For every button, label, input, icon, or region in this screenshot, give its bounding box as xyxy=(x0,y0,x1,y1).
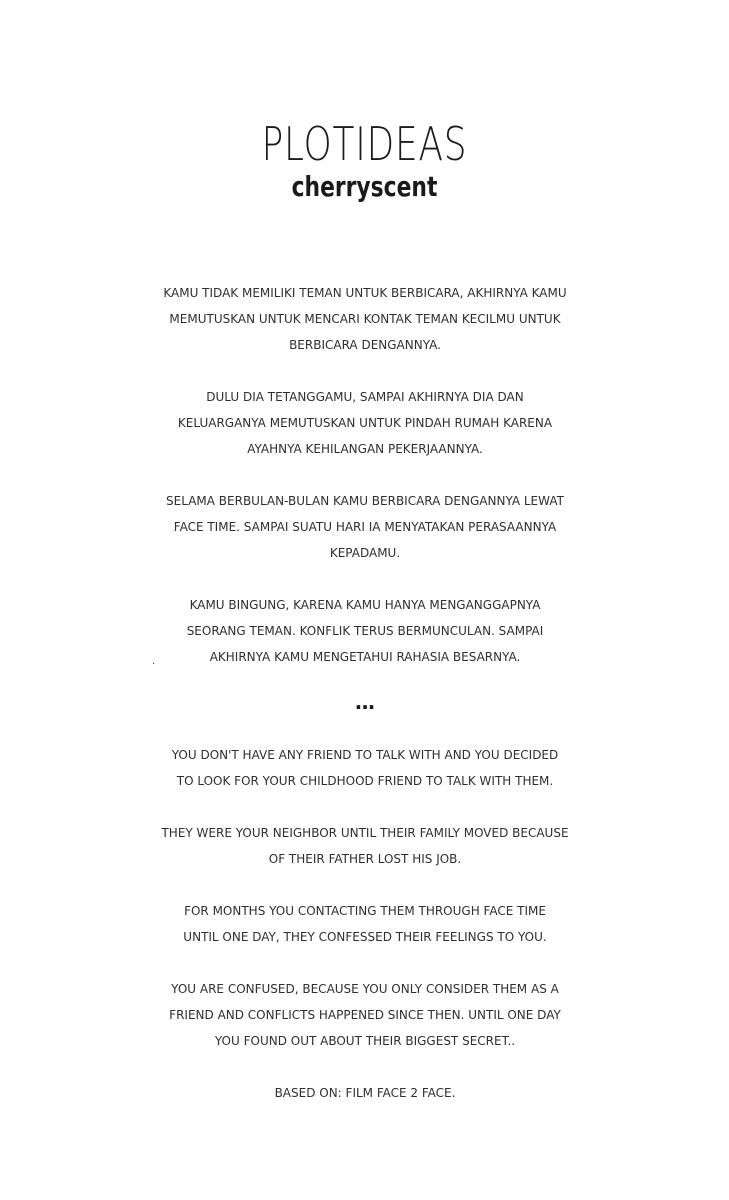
stray-dot: . xyxy=(152,656,156,667)
paragraph-line: UNTIL ONE DAY, THEY CONFESSED THEIR FEELINGS TO YOU. xyxy=(183,929,547,944)
paragraph-line: KAMU BINGUNG, KARENA KAMU HANYA MENGANGGAPNYA xyxy=(189,597,541,612)
paragraph-line: YOU ARE CONFUSED, BECAUSE YOU ONLY CONSIDER THEM AS A xyxy=(171,981,559,996)
paragraph-line: SELAMA BERBULAN-BULAN KAMU BERBICARA DENGANNYA LEWAT xyxy=(166,493,564,508)
paragraph-line: AKHIRNYA KAMU MENGETAHUI RAHASIA BESARNYA. xyxy=(209,649,521,664)
paragraph-line: YOU FOUND OUT ABOUT THEIR BIGGEST SECRET.. xyxy=(214,1033,516,1048)
paragraph-line: SEORANG TEMAN. KONFLIK TERUS BERMUNCULAN. SAMPAI xyxy=(186,623,544,638)
paragraph-line: BASED ON: FILM FACE 2 FACE. xyxy=(274,1085,456,1100)
paragraph-line: BERBICARA DENGANNYA. xyxy=(289,337,441,352)
header xyxy=(0,112,729,204)
paragraph-line: TO LOOK FOR YOUR CHILDHOOD FRIEND TO TALK WITH THEM. xyxy=(176,773,554,788)
paragraph-line: YOU DON'T HAVE ANY FRIEND TO TALK WITH AND YOU DECIDED xyxy=(171,747,559,762)
paragraph-line: DULU DIA TETANGGAMU, SAMPAI AKHIRNYA DIA DAN xyxy=(206,389,524,404)
indonesian-text xyxy=(140,280,590,670)
english-text xyxy=(140,742,590,1106)
paragraph-line: FOR MONTHS YOU CONTACTING THEM THROUGH FACE TIME xyxy=(184,903,546,918)
paragraph-line: THEY WERE YOUR NEIGHBOR UNTIL THEIR FAMILY MOVED BECAUSE xyxy=(161,825,569,840)
paragraph-line: FACE TIME. SAMPAI SUATU HARI IA MENYATAKAN PERASAANNYA xyxy=(173,519,557,534)
paragraph-line: OF THEIR FATHER LOST HIS JOB. xyxy=(268,851,462,866)
section-separator: ... xyxy=(354,690,375,714)
paragraph-line: MEMUTUSKAN UNTUK MENCARI KONTAK TEMAN KECILMU UNTUK xyxy=(169,311,561,326)
paragraph-line: FRIEND AND CONFLICTS HAPPENED SINCE THEN. UNTIL ONE DAY xyxy=(169,1007,561,1022)
paragraph-line: KELUARGANYA MEMUTUSKAN UNTUK PINDAH RUMAH KARENA xyxy=(177,415,553,430)
paragraph-line: KEPADAMU. xyxy=(329,545,401,560)
page-title: PLOTIDEAS xyxy=(261,117,468,171)
paragraph-line: KAMU TIDAK MEMILIKI TEMAN UNTUK BERBICARA, AKHIRNYA KAMU xyxy=(163,285,567,300)
paragraph-line: AYAHNYA KEHILANGAN PEKERJAANNYA. xyxy=(247,441,483,456)
author-name: cherryscent xyxy=(291,170,438,203)
